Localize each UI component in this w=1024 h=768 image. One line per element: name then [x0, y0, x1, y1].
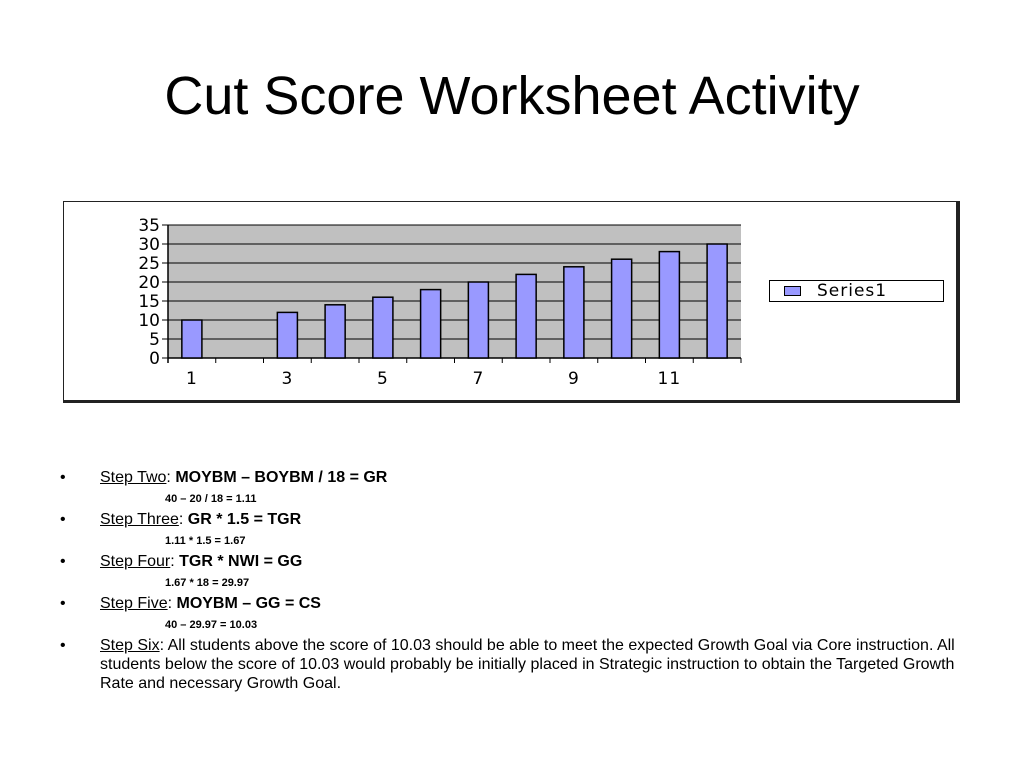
step-calculation: 40 – 20 / 18 = 1.11	[165, 493, 257, 505]
bullet: •	[60, 511, 66, 528]
step-calculation: 1.11 * 1.5 = 1.67	[165, 535, 246, 547]
step-calculation: 40 – 29.97 = 10.03	[165, 619, 258, 631]
step-item	[0, 468, 1024, 487]
step-name: Step Two	[100, 469, 167, 486]
step-formula: MOYBM – BOYBM / 18 = GR	[175, 469, 388, 486]
bar	[421, 290, 441, 358]
step-name: Step Six	[100, 637, 160, 654]
x-tick-label: 9	[567, 369, 580, 389]
slide-title: Cut Score Worksheet Activity	[164, 66, 860, 126]
bar	[373, 297, 393, 358]
bar	[277, 312, 297, 358]
step-separator: :	[167, 595, 177, 612]
step-separator: :	[166, 469, 176, 486]
y-tick-label: 0	[149, 349, 160, 369]
chart-frame	[63, 201, 960, 403]
bar	[659, 252, 679, 358]
step-formula: GR * 1.5 = TGR	[187, 511, 302, 528]
legend-label: Series1	[817, 281, 888, 301]
step-formula: MOYBM – GG = CS	[176, 595, 321, 612]
x-tick-label: 1	[185, 369, 198, 389]
x-tick-label: 3	[281, 369, 294, 389]
step-item	[0, 552, 1024, 571]
bullet: •	[60, 637, 66, 654]
y-tick-label: 20	[138, 273, 160, 293]
x-tick-label: 5	[376, 369, 389, 389]
y-tick-label: 5	[149, 330, 160, 350]
legend-swatch	[784, 286, 801, 296]
bar	[564, 267, 584, 358]
y-tick-label: 35	[138, 216, 160, 236]
step-name: Step Four	[100, 553, 171, 570]
step-item	[0, 636, 1024, 693]
y-tick-label: 30	[138, 235, 160, 255]
chart-legend	[769, 280, 944, 302]
bar	[516, 274, 536, 358]
step-name: Step Three	[100, 511, 179, 528]
bullet: •	[60, 595, 66, 612]
bar	[707, 244, 727, 358]
step-separator: :	[170, 553, 180, 570]
bar	[325, 305, 345, 358]
step-separator: :	[159, 637, 168, 654]
x-tick-label: 11	[657, 369, 682, 389]
plot-area	[168, 225, 741, 358]
y-tick-label: 25	[138, 254, 160, 274]
bullet: •	[60, 553, 66, 570]
step-formula: TGR * NWI = GG	[179, 553, 303, 570]
step-item	[0, 594, 1024, 613]
step-item	[0, 510, 1024, 529]
step-separator: :	[178, 511, 188, 528]
bar	[612, 259, 632, 358]
y-tick-label: 10	[138, 311, 160, 331]
bullet: •	[60, 469, 66, 486]
step-calculation: 1.67 * 18 = 29.97	[165, 577, 250, 589]
y-tick-label: 15	[138, 292, 160, 312]
x-tick-label: 7	[472, 369, 485, 389]
steps-list	[0, 468, 1024, 695]
bar	[468, 282, 488, 358]
bar	[182, 320, 202, 358]
step-text: All students above the score of 10.03 should be able to meet the expected Growth Goal via Core instruction. All students below the score of 10.03 would probably be initially placed in Strategic instruction to obtain the Targeted Growth Rate and necessary Growth Goal.	[100, 637, 955, 692]
step-name: Step Five	[100, 595, 168, 612]
